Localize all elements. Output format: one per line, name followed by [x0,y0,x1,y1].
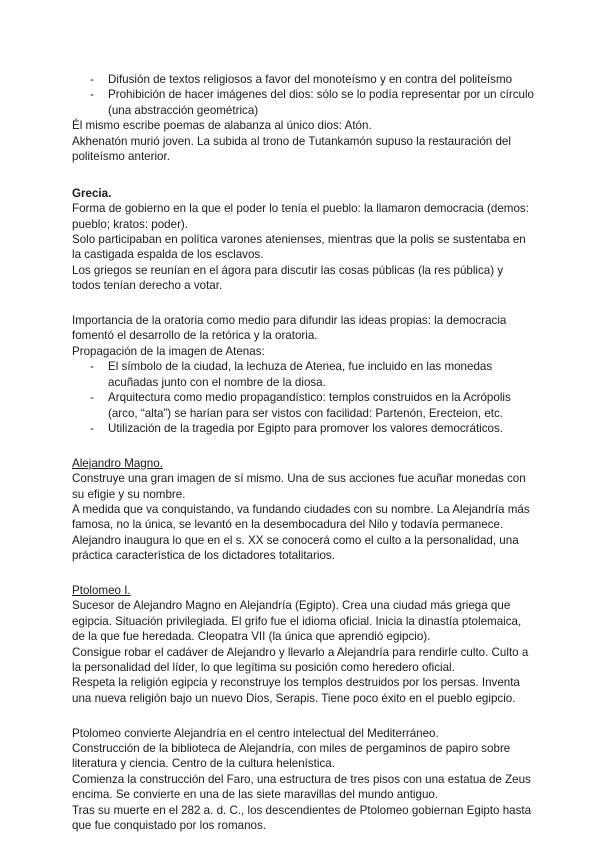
paragraph: Construcción de la biblioteca de Alejandría, con miles de pergaminos de papiro sobre literatura y ciencia. Centro de la cultura helenística. [72,741,511,771]
paragraph: Construye una gran imagen de sí mismo. Una de sus acciones fue acuñar monedas con su efigie y su nombre. [72,472,526,501]
dash-bullet-icon: - [90,360,94,374]
egypt-bullet-list [72,72,534,118]
section-heading-greece: Grecia. [72,186,112,200]
document-body [72,72,534,833]
list-item: - Utilización de la tragedia por Egipto para promover los valores democráticos. [90,421,504,435]
paragraph: Forma de gobierno en la que el poder lo tenía el pueblo: la llamaron democracia (demos: pueblo; kratos: poder). [72,202,529,231]
dash-bullet-icon: - [90,421,94,435]
paragraph: Solo participaban en política varones atenienses, mientras que la polis se sustentaba en la castigada espalda de los esclavos. [72,233,526,262]
paragraph: Los griegos se reunían en el ágora para discutir las cosas públicas (la res pública) y todos tenían derecho a votar. [72,263,504,293]
paragraph: Él mismo escribe poemas de alabanza al único dios: Atón. [72,119,372,133]
section-heading-ptolemy: Ptolomeo I. [72,583,131,597]
paragraph: Ptolomeo convierte Alejandría en el centro intelectual del Mediterráneo. [72,726,439,740]
dash-bullet-icon: - [90,73,94,86]
list-item: - El símbolo de la ciudad, la lechuza de Atenea, fue incluido en las monedas acuñadas junto con el nombre de la diosa. [90,360,493,389]
paragraph: Consigue robar el cadáver de Alejandro y llevarlo a Alejandría para rendirle culto. Culto a la personalidad del líder, lo que legítima su posición como heredero oficial. [72,645,529,674]
list-item: - Prohibición de hacer imágenes del dios: sólo se lo podía representar por un círculo (una abstracción geométrica) [90,88,534,117]
paragraph: Comienza la construcción del Faro, una estructura de tres pisos con una estatua de Zeus encima. Se convierte en una de las siete maravillas del mundo antiguo. [72,772,531,802]
paragraph: Propagación de la imagen de Atenas: [72,344,265,358]
paragraph: Importancia de la oratoria como medio para difundir las ideas propias: la democracia fomentó el desarrollo de la retórica y la oratoria. [72,314,507,343]
paragraph: Respeta la religión egipcia y reconstruye los templos destruidos por los persas. Inventa una nueva religión bajo un nuevo Dios, Serapis. Tiene poco éxito en el pueblo egipcio. [72,676,520,705]
section-heading-alexander: Alejandro Magno. [72,456,163,470]
dash-bullet-icon: - [90,88,94,102]
dash-bullet-icon: - [90,391,94,405]
paragraph: A medida que va conquistando, va fundando ciudades con su nombre. La Alejandría más famosa, no la única, se levantó en la desembocadura del Nilo y todavía permanece. [72,502,530,532]
greece-bullet-list [72,359,534,436]
paragraph: Sucesor de Alejandro Magno en Alejandría (Egipto). Crea una ciudad más griega que egipcia. Situación privilegiada. El grifo fue el idioma oficial. Inicia la dinastía ptolemaica, de la que fue heredada. Cleopatra VII (la única que aprendió egipcio). [72,599,522,644]
paragraph: Tras su muerte en el 282 a. d. C., los descendientes de Ptolomeo gobiernan Egipto hasta que fue conquistado por los romanos. [72,803,532,833]
list-item: - Difusión de textos religiosos a favor del monoteísmo y en contra del politeísmo [90,73,513,86]
list-item: - Arquitectura como medio propagandístico: templos construidos en la Acrópolis (arco, “alta”) se harían para ser vistos con facilidad: Partenón, Erecteion, etc. [90,391,511,420]
paragraph: Akhenatón murió joven. La subida al trono de Tutankamón supuso la restauración del politeísmo anterior. [72,134,511,164]
paragraph: Alejandro inaugura lo que en el s. XX se conocerá como el culto a la personalidad, una práctica característica de los dictadores totalitarios. [72,533,519,563]
